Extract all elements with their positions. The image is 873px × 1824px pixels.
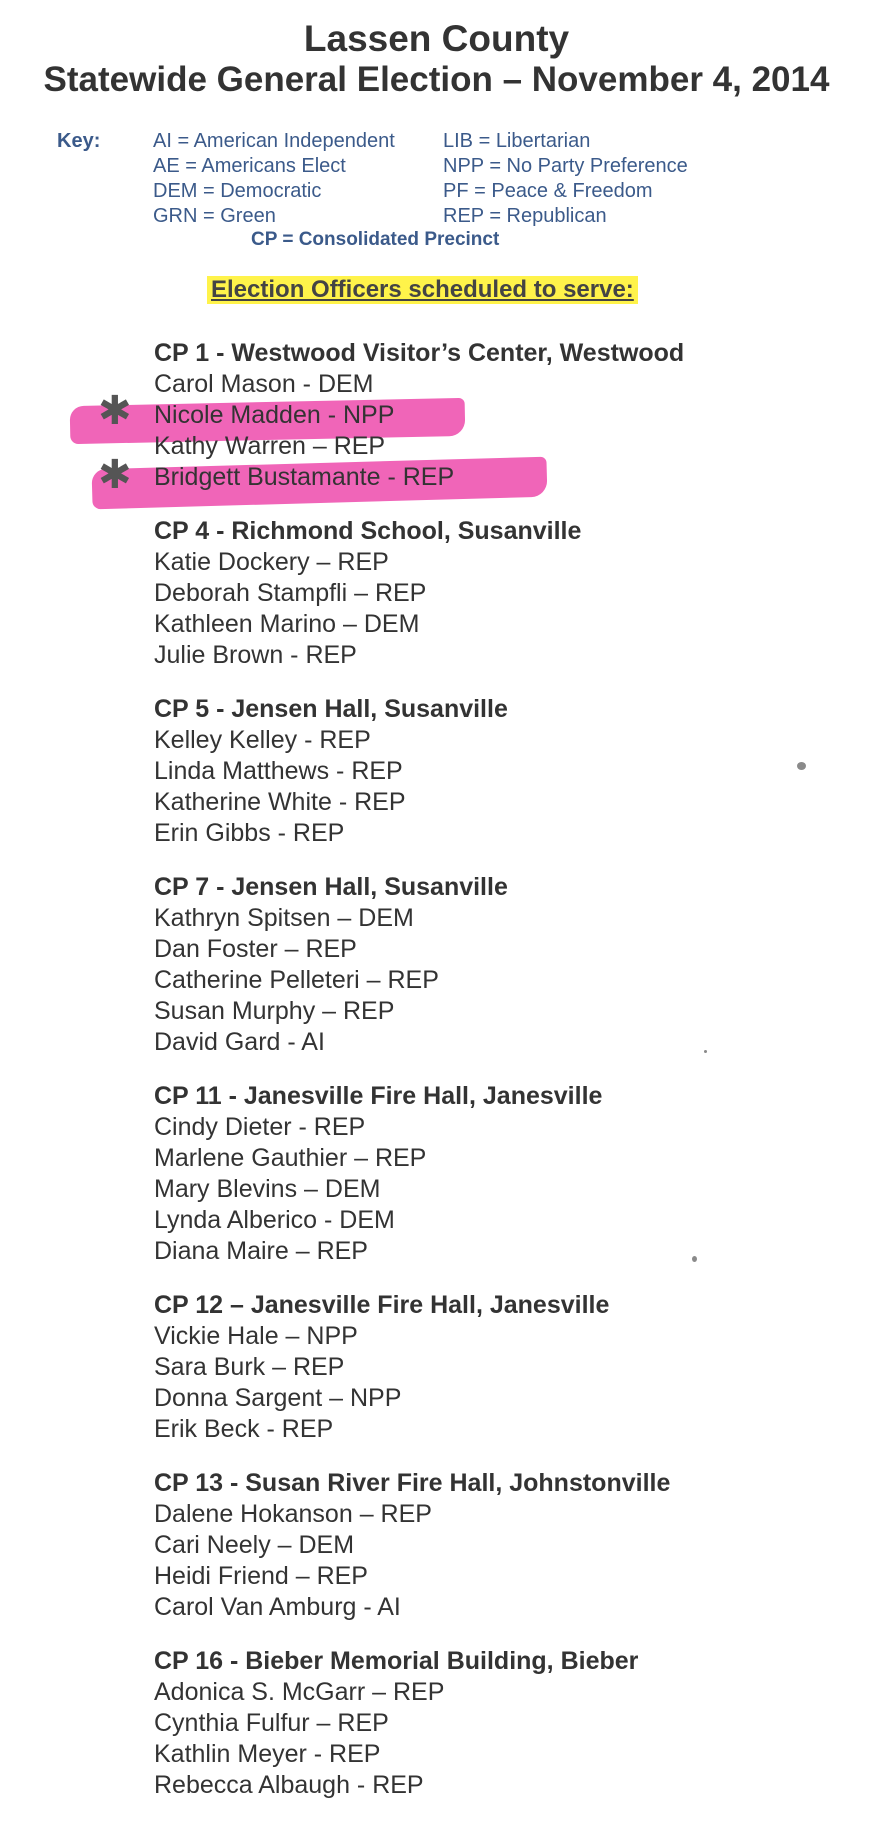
key-label: Key: [57,130,101,152]
officer-entry: Katie Dockery – REP [154,548,389,576]
officer-entry: Cynthia Fulfur – REP [154,1709,389,1737]
officer-entry: Catherine Pelleteri – REP [154,966,439,994]
officer-entry: Dan Foster – REP [154,935,357,963]
scan-speck [692,1256,697,1262]
officer-entry: David Gard - AI [154,1028,325,1056]
officer-entry: Rebecca Albaugh - REP [154,1771,424,1799]
officer-entry: Katherine White - REP [154,788,406,816]
precinct-title: CP 5 - Jensen Hall, Susanville [154,695,508,723]
officer-entry: Dalene Hokanson – REP [154,1500,432,1528]
key-column-1 [153,129,395,229]
key-entry: AI = American Independent [153,130,395,152]
officer-entry: Nicole Madden - NPP [154,401,395,429]
key-entry: REP = Republican [443,205,607,227]
precinct-title: CP 13 - Susan River Fire Hall, Johnstonville [154,1469,671,1497]
precinct-block [154,1081,854,1267]
key-entry: DEM = Democratic [153,180,322,202]
key-cp-definition: CP = Consolidated Precinct [251,229,500,250]
key-column-2 [443,129,688,229]
key-entry: AE = Americans Elect [153,155,346,177]
officer-entry: Kathleen Marino – DEM [154,610,420,638]
officer-entry: Kathlin Meyer - REP [154,1740,381,1768]
officer-entry: Heidi Friend – REP [154,1562,368,1590]
key-entry: PF = Peace & Freedom [443,180,653,202]
handwritten-star-icon: ✱ [98,453,132,497]
key-entry: LIB = Libertarian [443,130,591,152]
precinct-title: CP 11 - Janesville Fire Hall, Janesville [154,1082,603,1110]
officer-entry: Cindy Dieter - REP [154,1113,366,1141]
precinct-title: CP 1 - Westwood Visitor’s Center, Westwood [154,339,685,367]
officer-entry: Donna Sargent – NPP [154,1384,402,1412]
handwritten-star-icon: ✱ [98,389,132,433]
officer-entry: Marlene Gauthier – REP [154,1144,427,1172]
officer-entry: Carol Van Amburg - AI [154,1593,401,1621]
officer-entry: Adonica S. McGarr – REP [154,1678,445,1706]
officer-entry: Julie Brown - REP [154,641,357,669]
precinct-block [154,516,854,671]
officer-entry: Lynda Alberico - DEM [154,1206,395,1234]
precinct-block [154,1646,854,1801]
precinct-title: CP 16 - Bieber Memorial Building, Bieber [154,1647,639,1675]
officer-entry: Erin Gibbs - REP [154,819,345,847]
key-entry: NPP = No Party Preference [443,155,688,177]
key-entry: GRN = Green [153,205,276,227]
document-subtitle: Statewide General Election – November 4, 2014 [43,60,830,99]
officer-entry: Kathryn Spitsen – DEM [154,904,414,932]
scan-speck [797,762,806,770]
precinct-block [154,338,854,493]
document-title: Lassen County [303,18,570,59]
precinct-block [154,1290,854,1445]
officer-entry: Diana Maire – REP [154,1237,368,1265]
officer-entry: Susan Murphy – REP [154,997,395,1025]
precinct-block [154,694,854,849]
officers-heading: Election Officers scheduled to serve: [207,276,638,304]
officer-entry: Sara Burk – REP [154,1353,345,1381]
scan-speck [704,1050,707,1053]
officer-entry: Vickie Hale – NPP [154,1322,358,1350]
precinct-list [154,338,854,1824]
officer-entry: Kathy Warren – REP [154,432,386,460]
precinct-block [154,872,854,1058]
officer-entry: Deborah Stampfli – REP [154,579,427,607]
precinct-title: CP 4 - Richmond School, Susanville [154,517,582,545]
officer-entry: Kelley Kelley - REP [154,726,371,754]
officer-entry: Bridgett Bustamante - REP [154,463,455,491]
officer-entry: Carol Mason - DEM [154,370,374,398]
officer-entry: Cari Neely – DEM [154,1531,355,1559]
officer-entry: Erik Beck - REP [154,1415,334,1443]
precinct-block [154,1468,854,1623]
precinct-title: CP 7 - Jensen Hall, Susanville [154,873,508,901]
officer-entry: Mary Blevins – DEM [154,1175,381,1203]
officer-entry: Linda Matthews - REP [154,757,403,785]
precinct-title: CP 12 – Janesville Fire Hall, Janesville [154,1291,610,1319]
